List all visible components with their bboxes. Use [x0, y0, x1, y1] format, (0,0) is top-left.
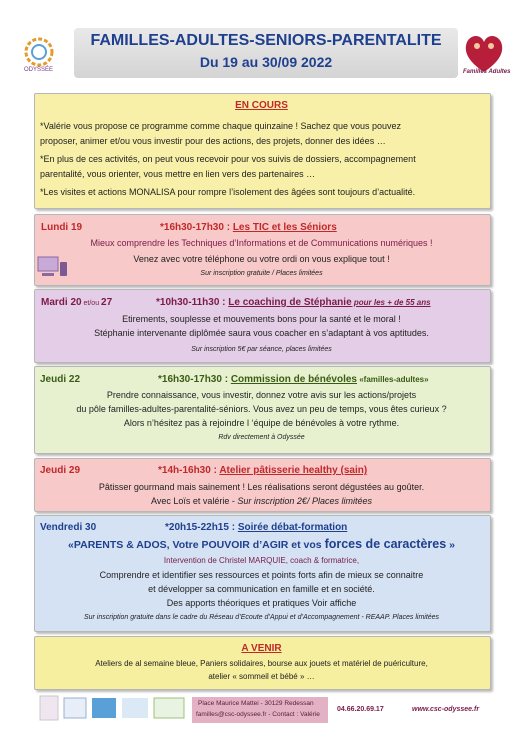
- en-cours-line-5: *Les visites et actions MONALISA pour rompre l’isolement des âgées sont toujours d’actualité.: [40, 187, 416, 197]
- jeudi22-day: Jeudi 22: [40, 374, 81, 385]
- mardi-line-2: Stéphanie intervenante diplômée saura vous coacher en s’adaptant à vos aptitudes.: [94, 328, 429, 338]
- lundi-line-2: Venez avec votre téléphone ou votre ordi on vous explique tout !: [133, 254, 390, 264]
- vendredi-line-1: Comprendre et identifier ses ressources et points forts afin de mieux se connaitre: [99, 570, 424, 580]
- jeudi29-day: Jeudi 29: [40, 465, 81, 476]
- mardi-line-1: Etirements, souplesse et mouvements bons pour la santé et le moral !: [122, 314, 401, 324]
- jeudi22-time: *16h30-17h30 : Commission de bénévoles «familles-adultes»: [158, 374, 429, 385]
- page-dates: Du 19 au 30/09 2022: [199, 54, 333, 70]
- en-cours-line-4: parentalité, vous orienter, vous mettre en lien vers des partenaires …: [40, 169, 316, 179]
- vendredi-line-2: et développer sa communication en famille et en société.: [148, 584, 375, 594]
- vendredi-note: Sur inscription gratuite dans le cadre du Réseau d’Ecoute d’Appui et d’Accompagnement - REAAP. Places limitées: [83, 614, 440, 621]
- vendredi-intervenant: Intervention de Christel MARQUIE, coach & formatrice,: [163, 556, 360, 565]
- vendredi-time: *20h15-22h15 : Soirée débat-formation: [165, 522, 348, 533]
- jeudi29-time: *14h-16h30 : Atelier pâtisserie healthy (sain): [158, 465, 368, 476]
- vendredi-line-3: Des apports théoriques et pratiques Voir affiche: [166, 598, 357, 608]
- footer-website[interactable]: www.csc-odyssee.fr: [412, 706, 480, 713]
- vendredi-day: Vendredi 30: [40, 522, 97, 533]
- footer-contact: familles@csc-odyssee.fr - Contact : Valérie: [196, 711, 320, 718]
- jeudi22-note: Rdv directement à Odyssée: [218, 434, 305, 441]
- jeudi22-line-1: Prendre connaissance, vous investir, donnez votre avis sur les actions/projets: [106, 390, 417, 400]
- jeudi22-line-2: du pôle familles-adultes-parentalité-séniors. Vous avez un peu de temps, vous êtes curieux ?: [76, 404, 447, 414]
- footer-phone: 04.66.20.69.17: [337, 706, 384, 713]
- odyssee-logo-text: ODYSSÉE: [24, 67, 54, 73]
- partner-logos: [38, 694, 188, 722]
- familles-adultes-logo: [461, 28, 511, 80]
- computer-icon: [36, 256, 68, 278]
- en-cours-line-1: *Valérie vous propose ce programme comme chaque quinzaine ! Sachez que vous pouvez: [40, 121, 402, 131]
- lundi-time: *16h30-17h30 : Les TIC et les Séniors: [160, 222, 337, 233]
- jeudi29-line-2: Avec Loïs et valérie - Sur inscription 2€/ Places limitées: [151, 496, 372, 506]
- lundi-note: Sur inscription gratuite / Places limitées: [200, 270, 323, 277]
- a-venir-line-1: Ateliers de al semaine bleue, Paniers solidaires, bourse aux jouets et matériel de puériculture,: [95, 659, 428, 668]
- en-cours-title: EN COURS: [235, 100, 288, 111]
- a-venir-title: A VENIR: [241, 643, 282, 654]
- mardi-day: Mardi 20 et/ou 27: [41, 297, 113, 308]
- odyssee-logo: [18, 34, 60, 76]
- vendredi-headline: «PARENTS & ADOS, Votre POUVOIR d’AGIR et vos forces de caractères »: [68, 537, 455, 551]
- mardi-time: *10h30-11h30 : Le coaching de Stéphanie pour les + de 55 ans: [156, 297, 431, 308]
- en-cours-line-2: proposer, animer et/ou vous investir pour des actions, des projets, donner des idées …: [40, 136, 386, 146]
- jeudi29-line-1: Pâtisser gourmand mais sainement ! Les réalisations seront dégustées au goûter.: [98, 482, 425, 492]
- footer-address: Place Maurice Mattei - 30129 Redessan: [198, 700, 314, 707]
- jeudi22-line-3: Alors n’hésitez pas à rejoindre l ‘équipe de bénévoles à votre rythme.: [123, 418, 400, 428]
- page-title: FAMILLES-ADULTES-SENIORS-PARENTALITE: [90, 32, 442, 49]
- a-venir-line-2: atelier « sommeil et bébé » …: [208, 672, 315, 681]
- lundi-day: Lundi 19: [41, 222, 83, 233]
- familles-adultes-logo-text: Familles Adultes: [463, 69, 511, 75]
- lundi-line-1: Mieux comprendre les Techniques d’Informations et de Communications numériques !: [90, 238, 433, 248]
- en-cours-line-3: *En plus de ces activités, on peut vous recevoir pour vos suivis de dossiers, accompagnement: [40, 154, 416, 164]
- mardi-note: Sur inscription 5€ par séance, places limitées: [191, 346, 332, 353]
